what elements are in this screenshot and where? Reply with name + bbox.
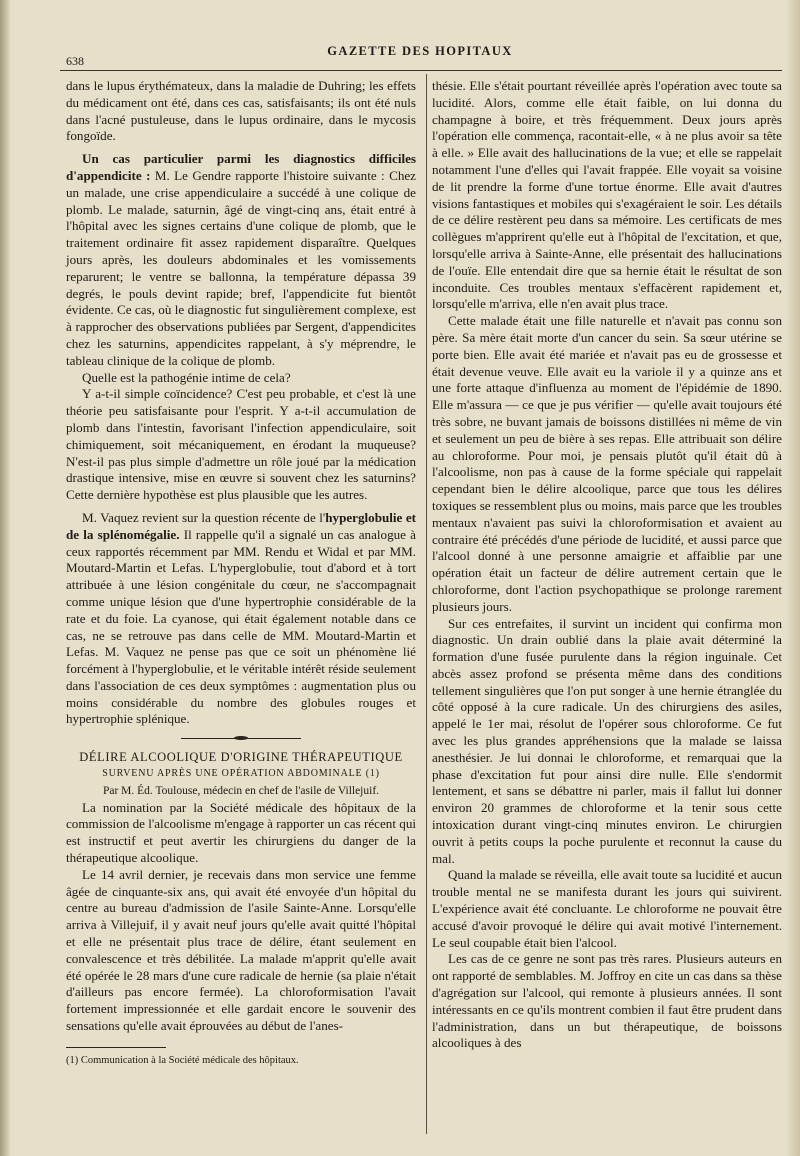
- column-divider: [426, 74, 427, 1134]
- section-lead: hyperglobulie et de la splénomégalie.: [66, 509, 416, 542]
- paragraph: Sur ces entrefaites, il survint un incident qui confirma mon diagnostic. Un drain oublié dans la plaie avait déterminé la formation d'une fusée purulente dans la région inguinale. Cet abcès assez profond se présenta même dans des conditions tellement singulières que l'on put songer à une hernie étranglée du côté opposé à la cure radicale. Un des chirurgiens des asiles, appelé le 1er mai, résolut de l'opérer sous chloroforme. Ce fut avec les plus grandes appréhensions que la malade se laissa anesthésier. Je lui donnai le chloroforme, et remarquai que la phase d'excitation fut pour ainsi dire nulle. Elle s'endormit lentement, et sans se débattre ni parler, mais il fallut lui donner environ 20 grammes de chloroforme et la tenir sous cette intoxication durant vingt-cinq minutes environ. Le chirurgien ouvrit à petits coups la poche purulente et reconnut la cause du mal.: [432, 615, 782, 866]
- footnote-rule: [66, 1047, 166, 1048]
- paragraph: Les cas de ce genre ne sont pas très rares. Plusieurs auteurs en ont rapporté de semblables. M. Joffroy en cite un cas dans sa thèse d'agrégation sur l'alcool, qui remonte à plusieurs années. Il sont intéressants en ce qu'ils montrent combien il faut être prudent dans l'administration, dans un but thérapeutique, de boissons alcooliques à des: [432, 951, 782, 1051]
- journal-title: GAZETTE DES HOPITAUX: [327, 44, 513, 58]
- page-header: [60, 42, 780, 66]
- article-subtitle: SURVENU APRÈS UNE OPÉRATION ABDOMINALE (1): [102, 768, 380, 780]
- paragraph: M. Vaquez revient sur la question récente de l'hyperglobulie et de la splénomégalie. Il rappelle qu'il a signalé un cas analogue à ceux rapportés récemment par MM. Rendu et Widal et par MM. Moutard-Martin et Lefas. L'hyperglobulie, tout d'abord et à tort attribuée à une lésion congénitale du cœur, ne s'accompagnait comme unique lésion que d'une hypertrophie considérable de la rate et du foie. La cyanose, qui était également notable dans ce cas, ne se retrouve pas dans celle de MM. Moutard-Martin et Lefas. M. Vaquez ne pense pas que ce soit un phénomène lié forcément à l'hyperglobulie, et le véritable intérêt réside seulement dans l'association de ces deux symptômes : augmentation plus ou moins considérable du nombre des globules rouges et hypertrophie splénique.: [66, 509, 416, 727]
- article-byline: Par M. Éd. Toulouse, médecin en chef de l'asile de Villejuif.: [102, 784, 380, 797]
- paragraph: Le 14 avril dernier, je recevais dans mon service une femme âgée de cinquante-six ans, qui avait été envoyée d'un hôpital du centre au bureau d'admission de l'asile Sainte-Anne. Lorsqu'elle arriva à Villejuif, il y avait neuf jours qu'elle avait quitté l'hôpital et elle ne présentait plus trace de délire, étant seulement en convalescence et très débilitée. La malade m'apprit qu'elle avait été opérée le 28 mars d'une cure radicale de hernie (sa plaie n'était d'ailleurs pas encore fermée). La chloroformisation l'avait fortement impressionnée et elle gardait encore le souvenir des sensations qu'elle avait éprouvées au début de l'anes-: [66, 866, 416, 1034]
- header-rule: [60, 70, 782, 71]
- paragraph: thésie. Elle s'était pourtant réveillée après l'opération avec toute sa lucidité. Alors, comme elle était faible, on lui donna du champagne à boire, et très fréquemment. Deux jours après l'opération elle commença, racontait-elle, « à ne plus avoir sa tête à elle. » Elle avait des hallucinations de la vue; et elle se rappelait notamment l'une d'elles qui l'avait frappée. Elle voyait sa voisine de lit prendre la forme d'une tortue énorme. Elle avait d'autres visions fantastiques et mobiles qui s'exagéraient le soir. Les détails de ce délire restèrent peu dans sa mémoire. Les certificats de mes collègues m'apprirent qu'elle eut à l'hôpital de l'excitation, et que, lorsqu'elle arriva à Sainte-Anne, elle présentait des hallucinations de l'ouïe. Elle entendait dire que sa hernie était le résultat de son inconduite. Ces troubles mentaux s'effacèrent rapidement et, lorsqu'elle m'arriva, elle n'en avait plus trace.: [432, 78, 782, 312]
- paragraph: Quelle est la pathogénie intime de cela?: [82, 369, 291, 385]
- paragraph: La nomination par la Société médicale des hôpitaux de la commission de l'alcoolisme m'engage à rapporter un cas récent qui est instructif et peut avertir les chirurgiens du danger de la thérapeutique alcoolique.: [66, 799, 416, 866]
- section-lead: Un cas particulier parmi les diagnostics difficiles d'appendicite :: [66, 151, 416, 183]
- footnote: (1) Communication à la Société médicale des hôpitaux.: [66, 1054, 299, 1066]
- article-title: DÉLIRE ALCOOLIQUE D'ORIGINE THÉRAPEUTIQUE: [79, 750, 403, 765]
- page-edge: [786, 0, 800, 1156]
- paragraph: Un cas particulier parmi les diagnostics difficiles d'appendicite : M. Le Gendre rapporte l'histoire suivante : Chez un malade, une crise appendiculaire a succédé à une colique de plomb. Le malade, saturnin, âgé de vingt-cinq ans, était entré à l'hôpital avec les signes certains d'une colique de plomb, que le traitement ordinaire fit assez rapidement disparaître. Quelques jours après, les douleurs abdominales et les vomissements reparurent; le ventre se ballonna, la température dépassa 39 degrés, le pouls devint rapide; bref, l'appendicite fut bientôt évidente. Ce cas, où le diagnostic fut singulièrement complexe, est à rapprocher des observations publiées par Sergent, d'appendicites chez les saturnins, appendicites rappelant, à s'y méprendre, le tableau clinique de la colique de plomb.: [66, 151, 416, 368]
- left-column: [66, 78, 416, 1067]
- page-number: 638: [66, 54, 84, 68]
- paragraph: Cette malade était une fille naturelle et n'avait pas connu son père. Sa mère était morte d'un cancer du sein. Sa sœur utérine se porte bien. Elle avait été mariée et n'avait pas eu de grossesse et était devenue veuve. Elle avait eu la variole il y a quinze ans et une forte attaque d'influenza au moment de l'épidémie de 1890. Elle m'assura — ce que je pus vérifier — qu'elle avait toujours été très sobre, ne buvant jamais de boissons distillées ni même de vin et seulement un peu de bière à ses repas. Elle attribuait son délire au chloroforme. Pour moi, je pensais plutôt qu'il était dû à l'alcoolisme, non pas à cause de la forme spéciale qui rappelait cependant bien le délire alcoolique, parce que tous les délires toxiques se ressemblent plus ou moins, mais parce que les troubles mentaux n'avaient pas suivi la chloroformisation et avaient au contraire été précédés d'une période de lucidité, et aussi parce que l'alcool donné à une personne amaigrie et affaiblie par une opération était un facteur de délire autrement certain que le chloroforme, dont l'action psychopathique se prolonge rarement plusieurs jours.: [432, 313, 782, 614]
- page-spine: [0, 0, 10, 1156]
- right-column: [432, 78, 782, 1052]
- section-separator: [181, 738, 301, 741]
- paragraph: Y a-t-il simple coïncidence? C'est peu probable, et c'est là une théorie peu satisfaisante pour l'esprit. Y a-t-il accumulation de plomb dans l'intestin, favorisant l'infection appendiculaire, soit chimiquement, soit mécaniquement, en érodant la muqueuse? N'est-il pas plus simple d'admettre un rôle joué par la médication drastique intensive, mise en œuvre si souvent chez les saturnins? Cette dernière hypothèse est plus plausible que les autres.: [66, 386, 416, 503]
- paragraph: dans le lupus érythémateux, dans la maladie de Duhring; les effets du médicament ont été, dans ces cas, satisfaisants; ils ont été nuls dans l'acné pustuleuse, dans le lupus ordinaire, dans le mycosis fongoïde.: [66, 78, 416, 144]
- paragraph: Quand la malade se réveilla, elle avait toute sa lucidité et aucun trouble mental ne se manifesta durant les jours qui suivirent. L'expérience avait été concluante. Le chloroforme ne pouvait être accusé d'avoir provoqué le délire qui avait motivé l'internement. Le seul coupable était bien l'alcool.: [432, 867, 782, 950]
